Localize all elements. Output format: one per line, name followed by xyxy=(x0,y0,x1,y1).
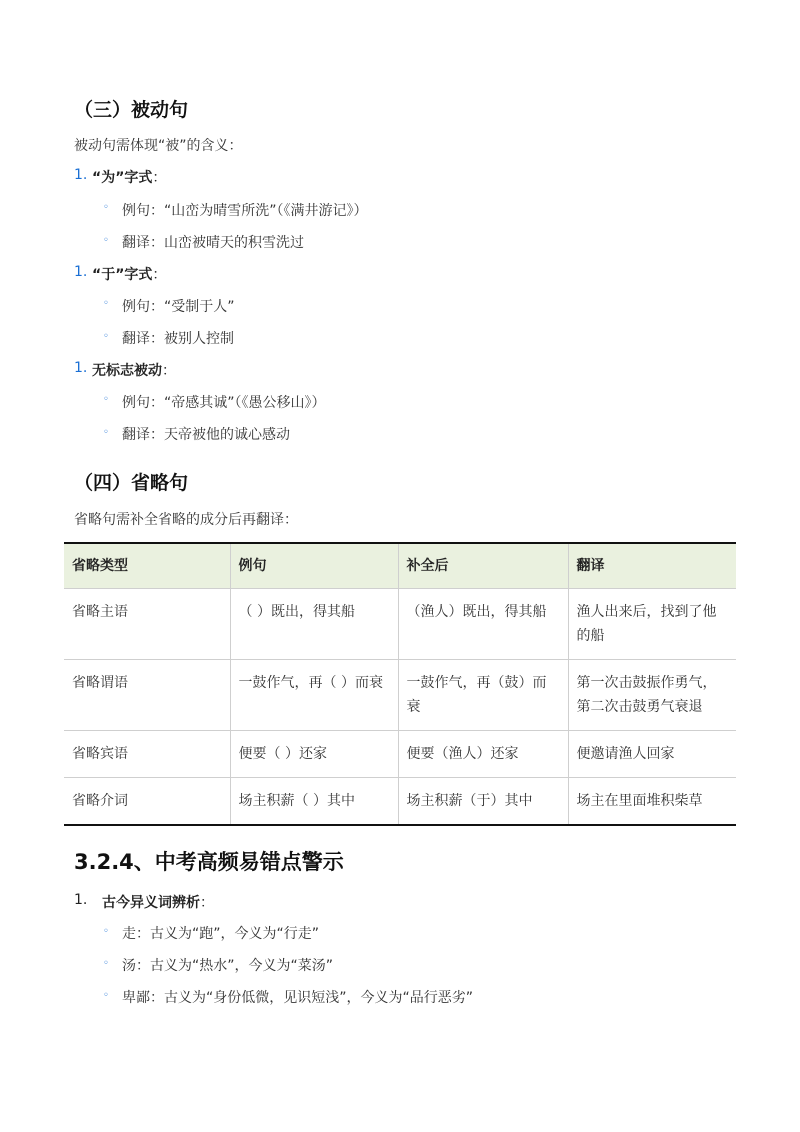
bullet-icon: ◦ xyxy=(103,427,109,438)
section-heading-errors: 3.2.4、中考高频易错点警示 xyxy=(74,850,344,874)
table-row xyxy=(64,660,736,731)
list-item-title: “为”字式： xyxy=(92,170,167,186)
example-text: 例句：“帝感其诚”（《愚公移山》） xyxy=(122,395,326,411)
example-text: 例句：“受制于人” xyxy=(122,299,235,315)
table-row xyxy=(64,778,736,826)
table-header-cell: 翻译 xyxy=(568,543,736,589)
table-cell: 便邀请渔人回家 xyxy=(568,731,736,778)
list-number: 1. xyxy=(74,360,88,376)
table-cell: 渔人出来后，找到了他的船 xyxy=(568,589,736,660)
table-header-cell: 补全后 xyxy=(398,543,568,589)
table-cell: 省略谓语 xyxy=(64,660,230,731)
list-item-title: “于”字式： xyxy=(92,267,167,283)
section-heading-passive: （三）被动句 xyxy=(74,99,189,121)
table-cell: 场主在里面堆积柴草 xyxy=(568,778,736,826)
table-cell: 省略主语 xyxy=(64,589,230,660)
list-item-title: 古今异义词辨析： xyxy=(102,895,214,911)
table-header-row xyxy=(64,543,736,589)
section-intro-omission: 省略句需补全省略的成分后再翻译： xyxy=(74,512,298,528)
example-text: 例句：“山峦为晴雪所洗”（《满井游记》） xyxy=(122,203,368,219)
list-number: 1. xyxy=(74,264,88,280)
omission-table xyxy=(64,542,736,826)
table-cell: 场主积薪（ ）其中 xyxy=(230,778,398,826)
section-intro-passive: 被动句需体现“被”的含义： xyxy=(74,138,243,154)
section-heading-omission: （四）省略句 xyxy=(74,472,189,494)
table-cell: 一鼓作气，再（ ）而衰 xyxy=(230,660,398,731)
table-cell: 省略宾语 xyxy=(64,731,230,778)
translation-text: 翻译：山峦被晴天的积雪洗过 xyxy=(122,235,304,251)
bullet-text: 卑鄙：古义为“身份低微，见识短浅”，今义为“品行恶劣” xyxy=(122,990,474,1006)
bullet-text: 走：古义为“跑”，今义为“行走” xyxy=(122,926,320,942)
bullet-icon: ◦ xyxy=(103,990,109,1001)
table-cell: 场主积薪（于）其中 xyxy=(398,778,568,826)
table-header-cell: 例句 xyxy=(230,543,398,589)
table-row xyxy=(64,731,736,778)
list-item-title: 无标志被动： xyxy=(92,363,176,379)
table-cell: 省略介词 xyxy=(64,778,230,826)
translation-text: 翻译：被别人控制 xyxy=(122,331,234,347)
list-number: 1. xyxy=(74,892,88,908)
list-number: 1. xyxy=(74,167,88,183)
bullet-icon: ◦ xyxy=(103,202,109,213)
table-cell: 便要（ ）还家 xyxy=(230,731,398,778)
table-cell: 一鼓作气，再（鼓）而衰 xyxy=(398,660,568,731)
bullet-icon: ◦ xyxy=(103,331,109,342)
bullet-icon: ◦ xyxy=(103,394,109,405)
table-cell: （ ）既出，得其船 xyxy=(230,589,398,660)
table-cell: 便要（渔人）还家 xyxy=(398,731,568,778)
table-header-cell: 省略类型 xyxy=(64,543,230,589)
bullet-text: 汤：古义为“热水”，今义为“菜汤” xyxy=(122,958,334,974)
table-row xyxy=(64,589,736,660)
translation-text: 翻译：天帝被他的诚心感动 xyxy=(122,427,290,443)
bullet-icon: ◦ xyxy=(103,926,109,937)
table-cell: （渔人）既出，得其船 xyxy=(398,589,568,660)
bullet-icon: ◦ xyxy=(103,298,109,309)
bullet-icon: ◦ xyxy=(103,235,109,246)
bullet-icon: ◦ xyxy=(103,958,109,969)
table-cell: 第一次击鼓振作勇气，第二次击鼓勇气衰退 xyxy=(568,660,736,731)
